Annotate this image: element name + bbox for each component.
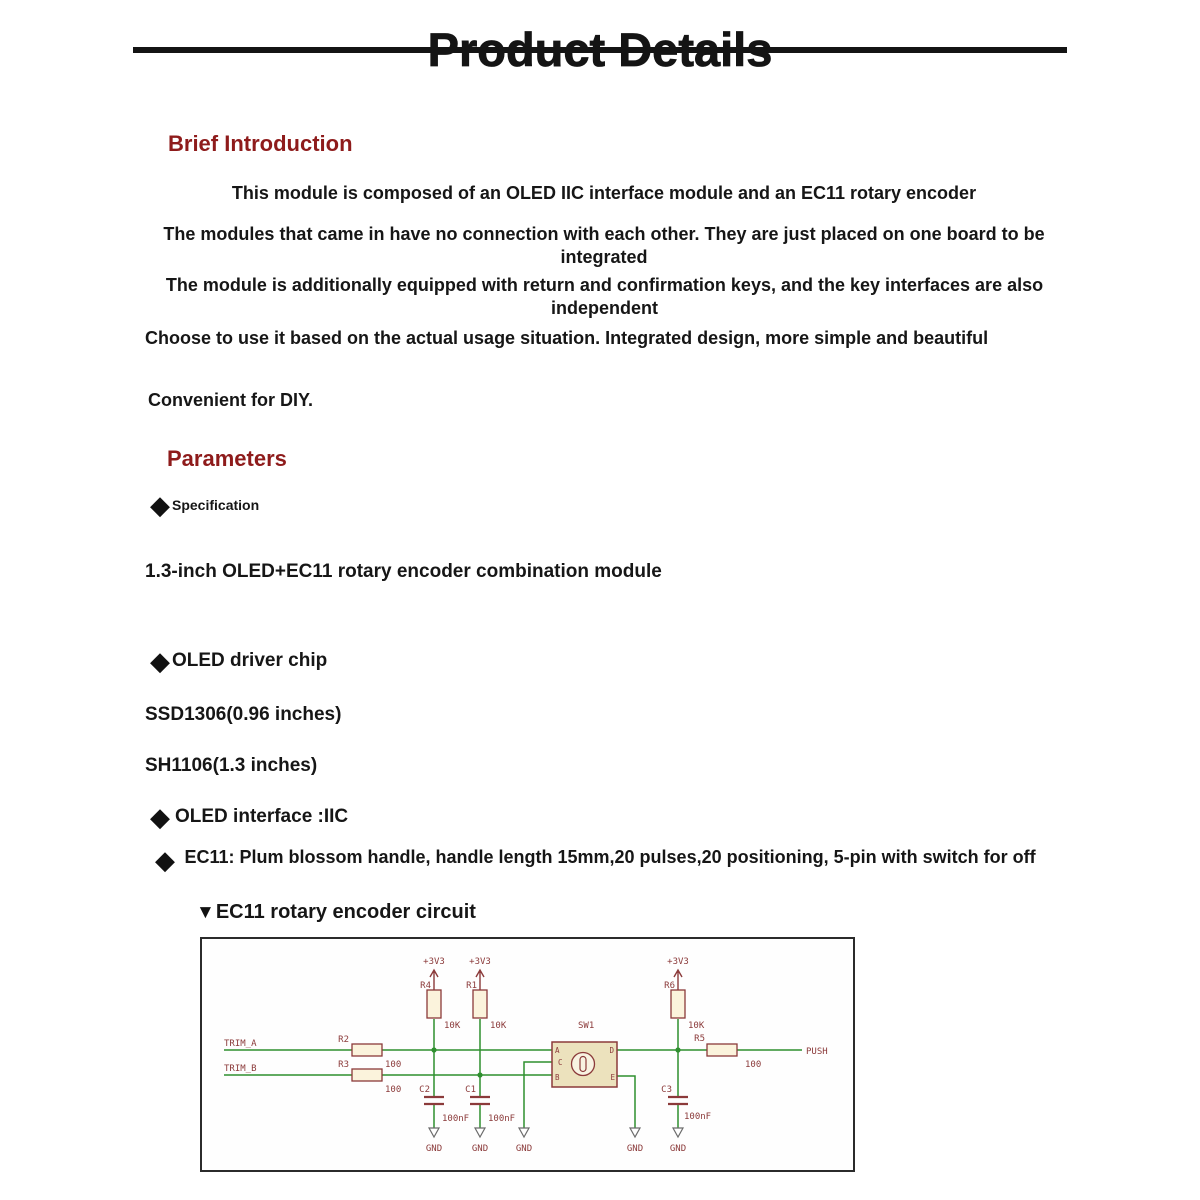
oled-interface-label: OLED interface :IIC bbox=[175, 806, 349, 827]
circuit-schematic bbox=[202, 939, 853, 1170]
brief-introduction-heading: Brief Introduction bbox=[168, 131, 353, 156]
capacitor-value-label: 100nF bbox=[442, 1114, 470, 1124]
oled-driver-row bbox=[150, 648, 327, 674]
intro-paragraph-3: The module is additionally equipped with return and confirmation keys, and the key interfaces are also independent bbox=[165, 275, 1044, 319]
page-header bbox=[0, 0, 1200, 105]
circuit-title: EC11 rotary encoder circuit bbox=[215, 901, 476, 923]
diamond-bullet-icon: ◆ bbox=[155, 845, 175, 875]
resistor-ref-label: R2 bbox=[338, 1035, 349, 1045]
capacitor-ref-label: C2 bbox=[419, 1085, 430, 1095]
specification-label: Specification bbox=[172, 497, 260, 513]
pin-label-c: C bbox=[558, 1058, 563, 1067]
net-label-push: PUSH bbox=[806, 1047, 828, 1057]
resistor-symbols bbox=[352, 990, 737, 1081]
power-net-label: +3V3 bbox=[423, 957, 445, 967]
gnd-label: GND bbox=[425, 1144, 443, 1154]
diamond-bullet-icon: ◆ bbox=[150, 802, 170, 832]
net-label-trim-a: TRIM_A bbox=[224, 1039, 257, 1049]
capacitor-value-label: 100nF bbox=[684, 1112, 712, 1122]
resistor-ref-label: R5 bbox=[694, 1034, 705, 1044]
ec11-spec-row bbox=[0, 846, 1200, 896]
intro-paragraph-4: Choose to use it based on the actual usage situation. Integrated design, more simple and beautiful bbox=[145, 328, 989, 348]
circuit-title-row bbox=[196, 901, 476, 924]
pin-label-a: A bbox=[555, 1046, 560, 1055]
capacitor-ref-label: C1 bbox=[465, 1085, 476, 1095]
gnd-label: GND bbox=[626, 1144, 644, 1154]
gnd-label: GND bbox=[471, 1144, 489, 1154]
capacitor-value-label: 100nF bbox=[488, 1114, 516, 1124]
module-description: 1.3-inch OLED+EC11 rotary encoder combination module bbox=[145, 561, 662, 582]
resistor-ref-label: R1 bbox=[466, 981, 477, 991]
circuit-wires bbox=[224, 1019, 802, 1128]
parameters-heading: Parameters bbox=[167, 446, 287, 471]
ec11-circuit-diagram bbox=[200, 937, 855, 1172]
pin-label-b: B bbox=[555, 1073, 560, 1082]
power-net-label: +3V3 bbox=[469, 957, 491, 967]
resistor-value-label: 100 bbox=[745, 1060, 762, 1070]
page-title: Product Details bbox=[427, 23, 773, 76]
diamond-bullet-icon: ◆ bbox=[150, 490, 170, 520]
resistor-ref-label: R3 bbox=[338, 1060, 349, 1070]
resistor-ref-label: R4 bbox=[420, 981, 431, 991]
driver-chip-sh1106: SH1106(1.3 inches) bbox=[145, 755, 318, 776]
resistor-value-label: 100 bbox=[385, 1085, 402, 1095]
gnd-label: GND bbox=[669, 1144, 687, 1154]
resistor-value-label: 10K bbox=[444, 1021, 461, 1031]
diamond-bullet-icon: ◆ bbox=[150, 646, 170, 676]
resistor-value-label: 100 bbox=[385, 1060, 402, 1070]
capacitor-symbols bbox=[424, 1097, 688, 1104]
triangle-pointer-icon: ▼ bbox=[196, 902, 215, 923]
pin-label-d: D bbox=[609, 1046, 614, 1055]
gnd-label: GND bbox=[515, 1144, 533, 1154]
intro-paragraph-5: Convenient for DIY. bbox=[148, 390, 314, 410]
intro-paragraph-2: The modules that came in have no connection with each other. They are just placed on one board to be integrated bbox=[163, 224, 1045, 268]
oled-driver-heading: OLED driver chip bbox=[172, 650, 328, 671]
pin-label-e: E bbox=[610, 1073, 615, 1082]
capacitor-ref-label: C3 bbox=[661, 1085, 672, 1095]
oled-interface-row bbox=[150, 804, 348, 830]
specification-row bbox=[150, 492, 259, 518]
ground-symbol-icon bbox=[429, 1128, 683, 1137]
resistor-value-label: 10K bbox=[688, 1021, 705, 1031]
driver-chip-ssd1306: SSD1306(0.96 inches) bbox=[145, 704, 342, 725]
resistor-value-label: 10K bbox=[490, 1021, 507, 1031]
resistor-ref-label: R6 bbox=[664, 981, 675, 991]
intro-paragraph-1: This module is composed of an OLED IIC interface module and an EC11 rotary encoder bbox=[231, 183, 977, 203]
net-label-trim-b: TRIM_B bbox=[224, 1064, 257, 1074]
ec11-spec-text: EC11: Plum blossom handle, handle length 15mm,20 pulses,20 positioning, 5-pin with switch for off bbox=[184, 847, 1036, 867]
power-net-label: +3V3 bbox=[667, 957, 689, 967]
switch-ref-label: SW1 bbox=[578, 1021, 595, 1031]
